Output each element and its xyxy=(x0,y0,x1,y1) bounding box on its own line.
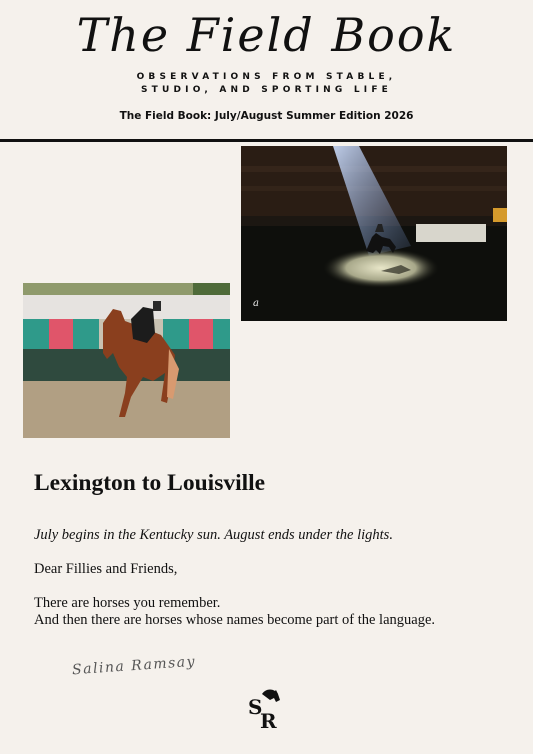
article-intro: July begins in the Kentucky sun. August ends under the lights. xyxy=(34,527,393,543)
spotlight-arena-photo xyxy=(241,146,507,321)
article-greeting: Dear Fillies and Friends, xyxy=(34,561,178,577)
svg-text:a: a xyxy=(253,298,259,309)
saddlebred-arena-photo xyxy=(23,283,230,438)
tagline-line-2: STUDIO, AND SPORTING LIFE xyxy=(140,85,393,95)
header-divider xyxy=(0,139,533,142)
author-signature: Salina Ramsay xyxy=(71,653,197,679)
tagline-line-1: OBSERVATIONS FROM STABLE, xyxy=(136,72,397,82)
sr-horse-monogram-logo-icon xyxy=(246,688,286,730)
edition-label: The Field Book: July/August Summer Edition 2026 xyxy=(119,110,414,122)
masthead-title: The Field Book xyxy=(76,8,457,62)
svg-text:S: S xyxy=(248,695,263,719)
masthead-tagline xyxy=(0,71,533,97)
svg-text:R: R xyxy=(260,709,277,730)
article-paragraph-line-1: There are horses you remember. xyxy=(34,595,221,611)
article-headline: Lexington to Louisville xyxy=(34,470,266,496)
article-paragraph-line-2: And then there are horses whose names become part of the language. xyxy=(34,612,436,628)
